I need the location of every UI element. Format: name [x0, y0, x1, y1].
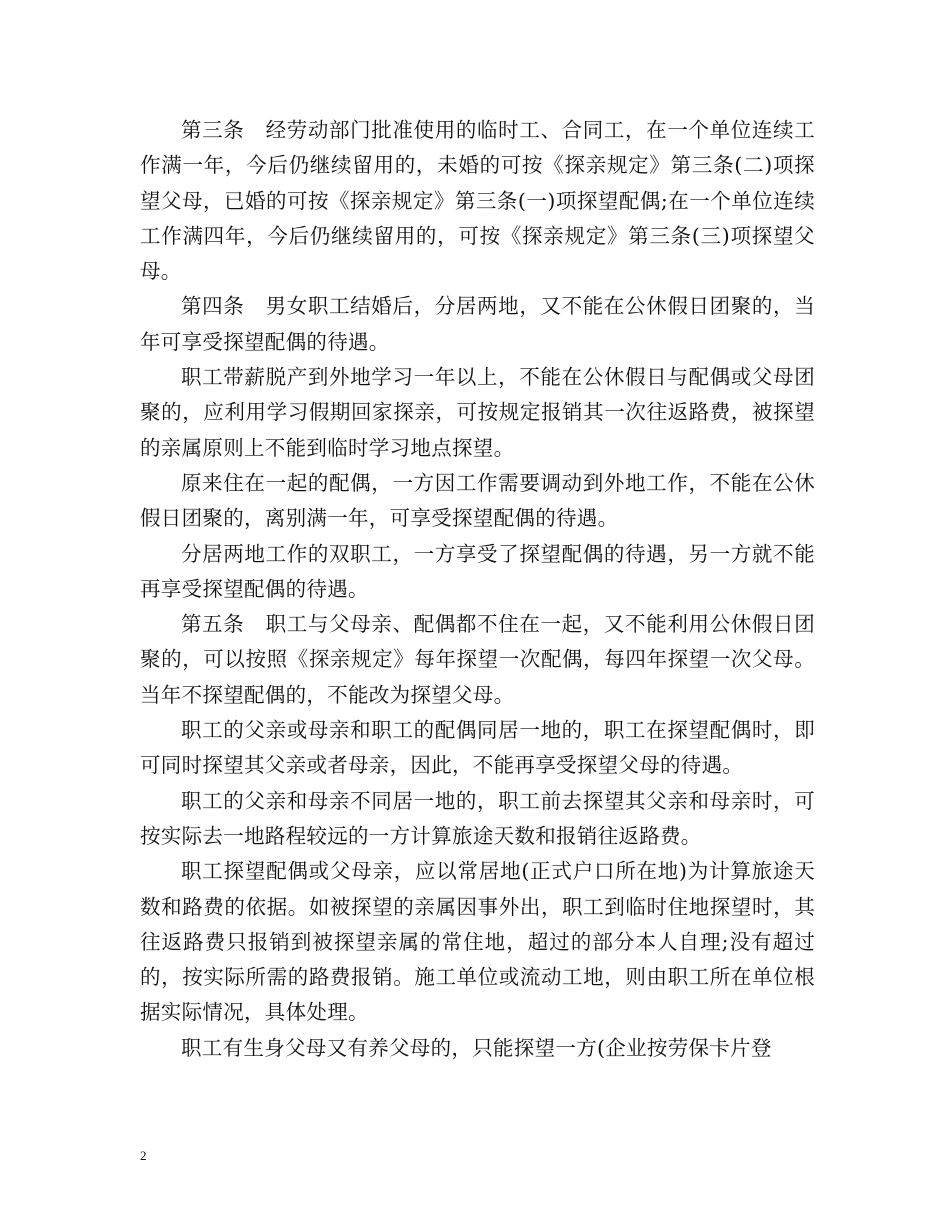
document-body	[140, 113, 815, 1066]
paragraph-article-5: 第五条 职工与父母亲、配偶都不住在一起，又不能利用公休假日团聚的，可以按照《探亲规定》每年探望一次配偶，每四年探望一次父母。当年不探望配偶的，不能改为探望父母。	[140, 612, 815, 707]
paragraph-article-4: 第四条 男女职工结婚后，分居两地，又不能在公休假日团聚的，当年可享受探望配偶的待遇。	[140, 294, 815, 354]
paragraph-dual-workers: 分居两地工作的双职工，一方享受了探望配偶的待遇，另一方就不能再享受探望配偶的待遇。	[140, 541, 815, 601]
paragraph-parents-with-spouse: 职工的父亲或母亲和职工的配偶同居一地的，职工在探望配偶时，即可同时探望其父亲或者母亲，因此，不能再享受探望父母的待遇。	[140, 718, 815, 778]
paragraph-travel-basis: 职工探望配偶或父母亲，应以常居地(正式户口所在地)为计算旅途天数和路费的依据。如被探望的亲属因事外出，职工到临时住地探望时，其往返路费只报销到被探望亲属的常住地，超过的部分本人自理;没有超过的，按实际所需的路费报销。施工单位或流动工地，则由职工所在单位根据实际情况，具体处理。	[140, 859, 815, 1025]
paragraph-parents-separate: 职工的父亲和母亲不同居一地的，职工前去探望其父亲和母亲时，可按实际去一地路程较远的一方计算旅途天数和报销往返路费。	[140, 788, 815, 848]
page-number: 2	[140, 1148, 147, 1163]
paragraph-relocated-spouse: 原来住在一起的配偶，一方因工作需要调动到外地工作，不能在公休假日团聚的，离别满一年，可享受探望配偶的待遇。	[140, 470, 815, 531]
paragraph-study-leave: 职工带薪脱产到外地学习一年以上，不能在公休假日与配偶或父母团聚的，应利用学习假期回家探亲，可按规定报销其一次往返路费，被探望的亲属原则上不能到临时学习地点探望。	[140, 365, 815, 460]
paragraph-article-3: 第三条 经劳动部门批准使用的临时工、合同工，在一个单位连续工作满一年，今后仍继续留用的，未婚的可按《探亲规定》第三条(二)项探望父母，已婚的可按《探亲规定》第三条(一)项探望配偶;在一个单位连续工作满四年，今后仍继续留用的，可按《探亲规定》第三条(三)项探望父母。	[140, 118, 815, 284]
paragraph-adoptive-parents: 职工有生身父母又有养父母的，只能探望一方(企业按劳保卡片登	[181, 1035, 772, 1060]
